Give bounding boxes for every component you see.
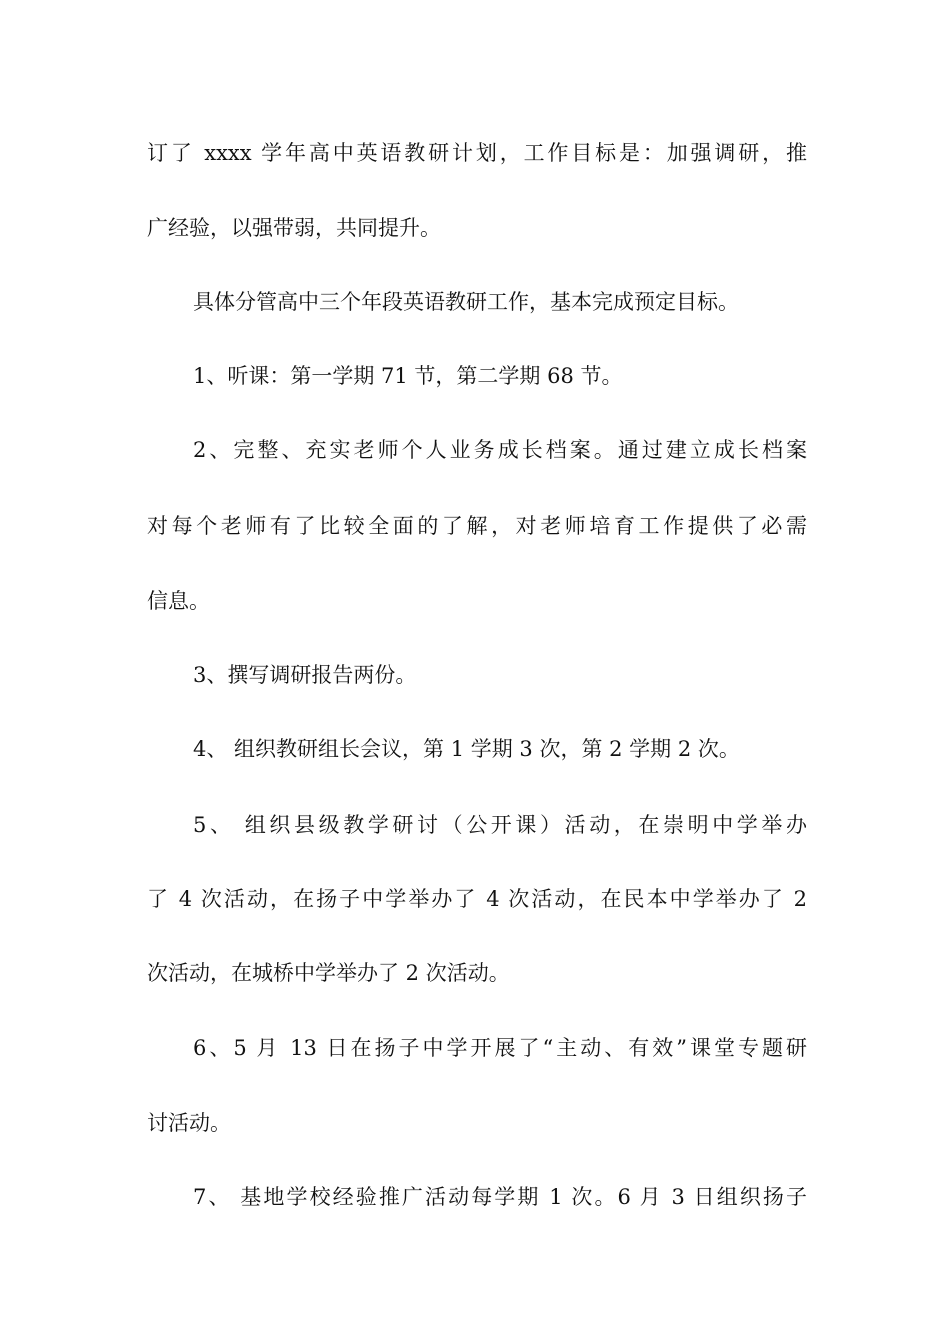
text-line: 对每个老师有了比较全面的了解，对老师培育工作提供了必需 [147,514,807,538]
text-line: 5、 组织县级教学研讨（公开课）活动，在崇明中学举办 [193,813,807,837]
text-line: 订了 xxxx 学年高中英语教研计划，工作目标是：加强调研，推 [147,141,807,165]
text-line: 具体分管高中三个年段英语教研工作，基本完成预定目标。 [193,290,739,314]
text-line: 1、听课：第一学期 71 节，第二学期 68 节。 [193,364,623,388]
text-line: 6、5 月 13 日在扬子中学开展了“主动、有效”课堂专题研 [193,1036,807,1060]
text-line: 4、 组织教研组长会议，第 1 学期 3 次，第 2 学期 2 次。 [193,737,740,761]
text-line: 信息。 [147,589,210,613]
text-line: 了 4 次活动，在扬子中学举办了 4 次活动，在民本中学举办了 2 [147,887,807,911]
text-line: 3、撰写调研报告两份。 [193,663,417,687]
text-line: 讨活动。 [147,1111,231,1135]
text-line: 2、完整、充实老师个人业务成长档案。通过建立成长档案 [193,438,807,462]
text-line: 次活动，在城桥中学举办了 2 次活动。 [147,961,510,985]
text-line: 7、 基地学校经验推广活动每学期 1 次。6 月 3 日组织扬子 [193,1185,807,1209]
text-line: 广经验，以强带弱，共同提升。 [147,216,441,240]
